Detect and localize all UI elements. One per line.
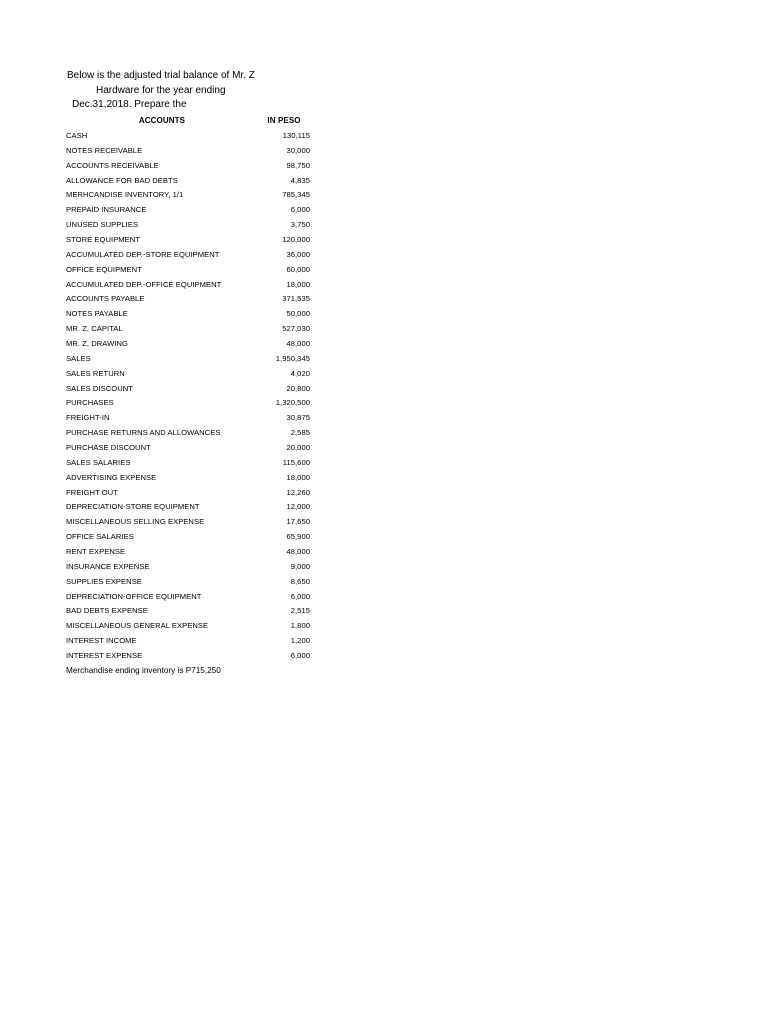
account-name: CASH (66, 130, 88, 140)
table-row (66, 351, 310, 366)
account-amount: 1,950,345 (275, 353, 310, 363)
account-amount: 36,000 (286, 249, 310, 259)
table-row (66, 247, 310, 262)
table-row (66, 187, 310, 202)
account-name: PREPAID INSURANCE (66, 205, 147, 215)
table-row (66, 395, 310, 410)
account-name: INTEREST EXPENSE (66, 651, 143, 660)
account-name: SUPPLIES EXPENSE (66, 576, 142, 586)
account-amount: 50,000 (286, 309, 310, 319)
account-name: INSURANCE EXPENSE (66, 561, 150, 571)
account-amount: 48,000 (286, 546, 310, 556)
account-name: DEPRECIATION-OFFICE EQUIPMENT (66, 591, 202, 601)
account-amount: 1,800 (290, 621, 310, 631)
table-row (66, 410, 310, 425)
account-amount: 18,000 (286, 279, 310, 289)
account-name: SALES DISCOUNT (66, 383, 133, 393)
table-row (66, 277, 310, 292)
table-row (66, 336, 310, 351)
table-row (66, 499, 310, 514)
account-name: MISCELLANEOUS GENERAL EXPENSE (66, 621, 209, 631)
table-row (66, 217, 310, 232)
table-row (66, 574, 310, 589)
account-name: NOTES RECEIVABLE (66, 145, 143, 155)
table-row (66, 618, 310, 633)
table-row (66, 425, 310, 440)
account-amount: 48,000 (286, 338, 310, 348)
account-name: MERHCANDISE INVENTORY, 1/1 (66, 190, 184, 200)
account-name: MR. Z, DRAWING (66, 338, 129, 348)
account-amount: 20,800 (286, 383, 310, 393)
account-name: RENT EXPENSE (66, 546, 126, 556)
account-amount: 8,650 (290, 576, 310, 586)
account-amount: 60,000 (286, 264, 310, 274)
account-name: OFFICE EQUIPMENT (66, 264, 142, 274)
account-name: SALES (66, 353, 91, 363)
account-amount: 3,750 (290, 220, 310, 230)
table-row (66, 202, 310, 217)
account-amount: 98,750 (286, 160, 310, 170)
table-row (66, 559, 310, 574)
intro-line-3: Dec.31,2018. Prepare the (72, 99, 187, 110)
account-name: PURCHASE DISCOUNT (66, 442, 151, 452)
account-name: SALES RETURN (66, 368, 125, 378)
table-row (66, 648, 310, 663)
account-amount: 1,200 (290, 636, 310, 646)
account-amount: 4,020 (290, 368, 310, 378)
table-row (66, 440, 310, 455)
table-row (66, 381, 310, 396)
table-row (66, 470, 310, 485)
account-amount: 4,835 (290, 175, 310, 185)
table-row (66, 485, 310, 500)
table-row (66, 321, 310, 336)
account-amount: 30,000 (286, 145, 310, 155)
table-row (66, 158, 310, 173)
table-row (66, 589, 310, 604)
ending-inventory-note: Merchandise ending inventory is P715,250 (66, 666, 221, 675)
table-row (66, 604, 310, 619)
account-name: FREIGHT-IN (66, 413, 110, 423)
table-row (66, 306, 310, 321)
intro-line-1: Below is the adjusted trial balance of Mr. Z (67, 70, 255, 81)
account-name: ADVERTISING EXPENSE (66, 472, 157, 482)
account-amount: 2,585 (290, 428, 310, 438)
table-row (66, 262, 310, 277)
table-row (66, 455, 310, 470)
table-row (66, 232, 310, 247)
table-row (66, 529, 310, 544)
account-name: UNUSED SUPPLIES (66, 220, 139, 230)
account-name: MR. Z, CAPITAL (66, 324, 123, 334)
account-amount: 1,320,500 (275, 398, 310, 408)
account-amount: 12,260 (286, 487, 310, 497)
account-amount: 17,650 (286, 517, 310, 527)
table-row (66, 544, 310, 559)
trial-balance-table (66, 113, 310, 663)
account-name: PURCHASES (66, 398, 114, 408)
account-amount: 65,900 (286, 532, 310, 542)
account-amount: 20,000 (286, 442, 310, 452)
account-name: ACCUMULATED DEP.-OFFICE EQUIPMENT (66, 279, 222, 289)
account-name: SALES SALARIES (66, 457, 131, 467)
account-amount: 6,000 (290, 651, 310, 660)
account-name: PURCHASE RETURNS AND ALLOWANCES (66, 428, 221, 438)
header-in-peso: IN PESO (267, 116, 301, 125)
table-row (66, 633, 310, 648)
account-amount: 527,030 (282, 324, 310, 334)
table-row (66, 173, 310, 188)
table-header (66, 113, 310, 128)
account-amount: 130,115 (282, 130, 310, 140)
account-name: ACCOUNTS RECEIVABLE (66, 160, 159, 170)
account-name: BAD DEBTS EXPENSE (66, 606, 148, 616)
intro-line-2: Hardware for the year ending (96, 85, 226, 96)
account-name: DEPRECIATION-STORE EQUIPMENT (66, 502, 200, 512)
account-amount: 6,000 (290, 591, 310, 601)
table-row (66, 366, 310, 381)
account-name: FREIGHT OUT (66, 487, 118, 497)
account-name: ACCOUNTS PAYABLE (66, 294, 145, 304)
account-amount: 120,000 (282, 234, 310, 244)
account-amount: 6,000 (290, 205, 310, 215)
account-name: MISCELLANEOUS SELLING EXPENSE (66, 517, 205, 527)
account-amount: 9,000 (290, 561, 310, 571)
table-body (66, 128, 310, 663)
table-row (66, 143, 310, 158)
account-amount: 30,875 (286, 413, 310, 423)
account-name: ALLOWANCE FOR BAD DEBTS (66, 175, 178, 185)
account-name: OFFICE SALARIES (66, 532, 134, 542)
account-amount: 2,515 (290, 606, 310, 616)
account-amount: 18,000 (286, 472, 310, 482)
account-amount: 12,000 (286, 502, 310, 512)
table-row (66, 514, 310, 529)
account-name: INTEREST INCOME (66, 636, 137, 646)
table-row (66, 128, 310, 143)
account-amount: 371,535 (282, 294, 310, 304)
account-name: NOTES PAYABLE (66, 309, 128, 319)
account-amount: 785,345 (282, 190, 310, 200)
table-row (66, 291, 310, 306)
account-name: STORE EQUIPMENT (66, 234, 141, 244)
account-name: ACCUMULATED DEP.-STORE EQUIPMENT (66, 249, 220, 259)
header-accounts: ACCOUNTS (138, 116, 186, 125)
account-amount: 115,600 (282, 457, 310, 467)
